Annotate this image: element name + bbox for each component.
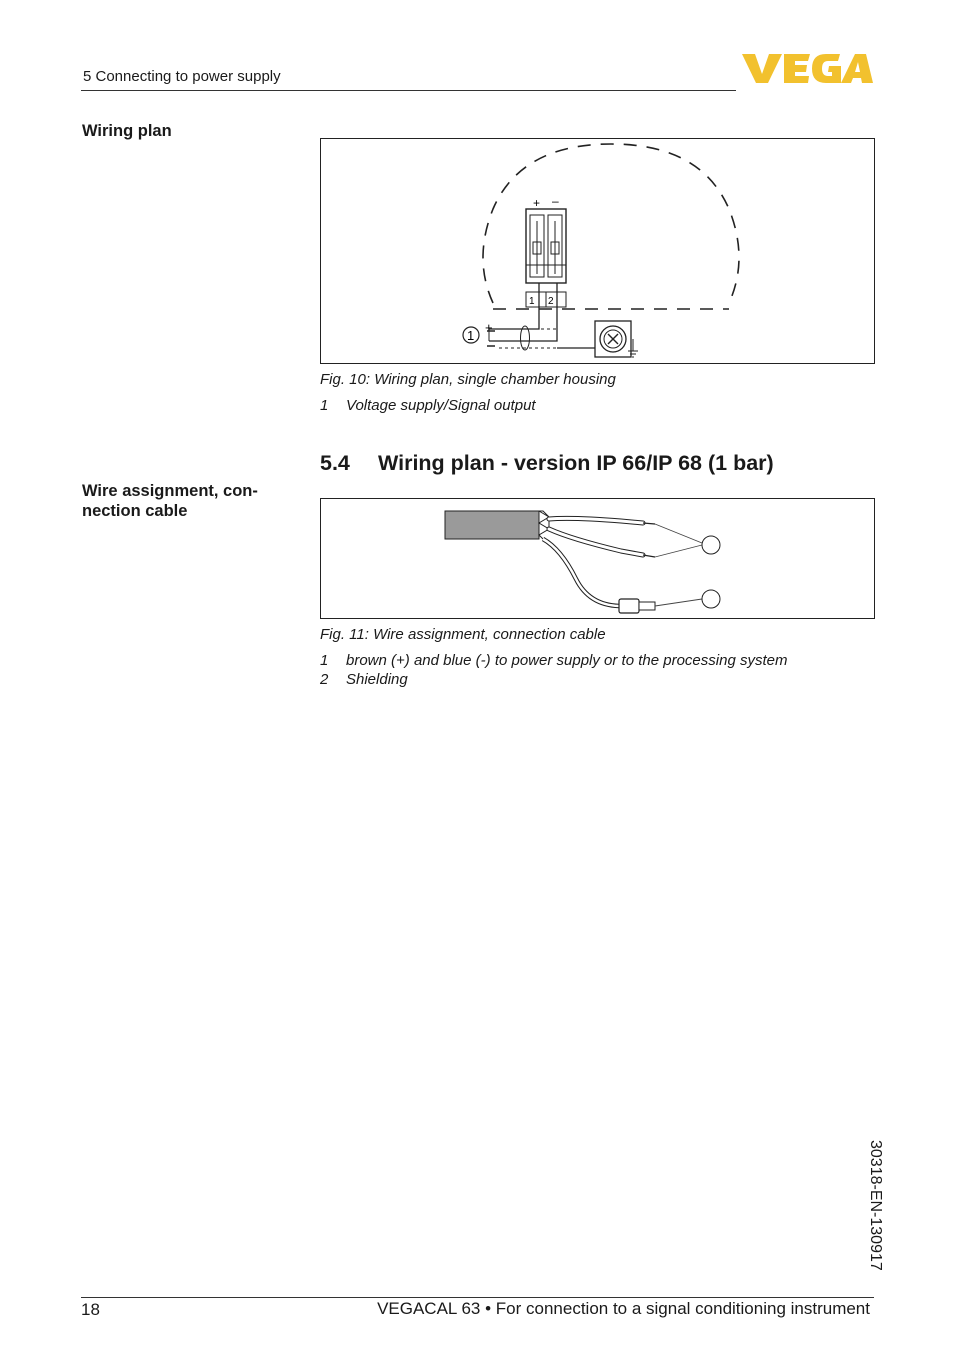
figure-wire-assignment: [320, 498, 875, 619]
figure-11-legend-item: [320, 652, 860, 670]
legend-text: brown (+) and blue (-) to power supply or to the processing system: [346, 652, 788, 669]
legend-text: Shielding: [346, 671, 408, 688]
terminal-2-label: 2: [548, 296, 554, 307]
figure-11-caption: Fig. 11: Wire assignment, connection cable: [320, 626, 606, 643]
legend-text: Voltage supply/Signal output: [346, 397, 536, 414]
terminal-plus-label: +: [533, 196, 541, 210]
terminal-1-label: 1: [529, 296, 535, 307]
wire-assignment-diagram: [321, 499, 876, 620]
legend-number: 1: [320, 397, 329, 414]
section-title-text: Wiring plan - version IP 66/IP 68 (1 bar): [378, 451, 774, 475]
running-header: 5 Connecting to power supply: [83, 68, 281, 85]
footer-title: VEGACAL 63 • For connection to a signal conditioning instrument: [377, 1299, 870, 1318]
header-rule: [81, 90, 736, 91]
legend-number: 2: [320, 671, 329, 688]
section-heading: [320, 451, 774, 476]
legend-number: 1: [320, 652, 329, 669]
section-number: 5.4: [320, 451, 350, 475]
figure-wiring-plan: [320, 138, 875, 364]
page-number: 18: [81, 1300, 100, 1319]
wiring-plan-diagram: [321, 139, 876, 365]
label-wire-assignment: Wire assignment, con- nection cable: [82, 482, 258, 520]
vega-logo: [740, 50, 874, 86]
figure-10-legend-item: [320, 397, 860, 415]
line-plus-label: +: [485, 320, 493, 335]
terminal-minus-label: –: [552, 194, 559, 208]
label-wiring-plan: Wiring plan: [82, 122, 172, 140]
document-code: 30318-EN-130917: [867, 1140, 884, 1271]
figure-10-caption: Fig. 10: Wiring plan, single chamber housing: [320, 371, 616, 388]
footer-rule: [81, 1297, 874, 1298]
figure-11-legend-item: [320, 671, 860, 689]
callout-1: 1: [467, 328, 475, 343]
